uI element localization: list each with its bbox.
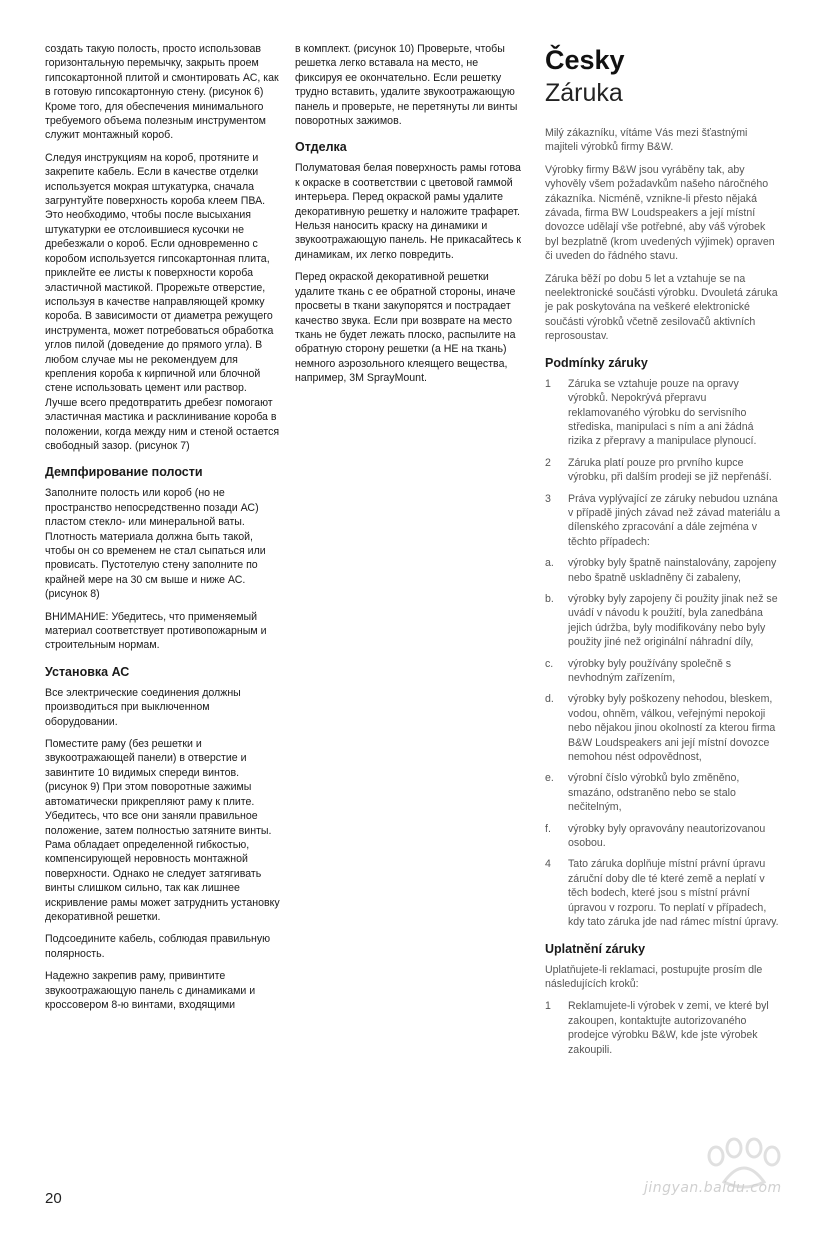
list-item-label: c. [545,657,554,670]
section-heading-install: Установка АС [45,664,130,679]
paragraph: Výrobky firmy B&W jsou vyráběny tak, aby vyhověly všem požadavkům našeho náročného zákazníka. Nicméně, vznikne-li přesto nějaká závada, firma BW Loudspeakers a její místní dovozce udělají vše potřebné, aby váš výrobek byl bezplatně (krom uvedených výjimek) opraven či uveden do řádného stavu. [545,163,775,263]
list-item-label: a. [545,557,554,570]
paragraph: Полуматовая белая поверхность рамы готова к окраске в соответствии с цветовой гаммой интерьера. Перед окраской рамы удалите декоративную решетку и наложите трафарет. Нельзя наносить краску на динамики и звукоотражающую панель. Не прикасайтесь к динамикам, их легко повредить. [295,162,521,261]
list-item-label: b. [545,592,554,605]
list-item-text: Záruka se vztahuje pouze na opravy výrobků. Nepokrývá přepravu reklamovaného výrobku do servisního střediska, manipulaci s ním a ani žádná rizika z přepravy a manipulace plynoucí. [568,377,757,448]
page-number: 20 [45,1190,62,1207]
list-item-label: 1 [545,1000,551,1013]
column-right [545,42,781,1064]
section-heading-finish: Отделка [295,140,347,155]
list-item [545,592,781,650]
section-heading-conditions: Podmínky záruky [545,355,648,370]
paragraph: Milý zákazníku, vítáme Vás mezi šťastnými majiteli výrobků firmy B&W. [545,127,748,154]
list-item [545,377,781,449]
list-item-text: Práva vyplývající ze záruky nebudou uznána v případě jiných závad než závad materiálu a dílenského zpracování a dále zejména v těchto případech: [568,492,780,548]
list-item [545,999,781,1057]
paragraph: создать такую полость, просто использовав горизонтальную перемычку, закрыть проем гипсокартонной плитой и смонтировать АС, как в готовую гипсокартонную стену. (рисунок 6) Кроме того, для обеспечения минимального требуемого объема полезным инструментом служит монтажный короб. [45,43,279,142]
list-item [545,456,781,485]
paragraph: Uplatňujete-li reklamaci, postupujte prosím dle následujících kroků: [545,963,763,990]
list-item-text: výrobky byly používány společně s nevhodným zařízením, [568,657,732,684]
list-item-text: výrobní číslo výrobků bylo změněno, smazáno, odstraněno nebo se stalo nečitelným, [568,772,740,814]
list-item [545,556,781,585]
list-item-label: 4 [545,858,551,871]
column-middle [295,42,527,394]
paragraph: Надежно закрепив раму, привинтите звукоотражающую панель с динамиками и кроссовером 8-ю винтами, входящими [45,970,256,1011]
section-heading-damping: Демпфирование полости [45,465,203,480]
warning-paragraph: ВНИМАНИЕ: Убедитесь, что применяемый материал соответствует противопожарным и строительным нормам. [45,610,267,652]
list-item-label: 2 [545,456,551,469]
list-item [545,692,781,764]
paragraph: Следуя инструкциям на короб, протяните и закрепите кабель. Если в качестве отделки используется мокрая штукатурка, сначала загрунтуйте поверхность короба клеем ПВА. Это необходимо, чтобы после высыхания штукатурки ее отслоившиеся кусочки не дребезжали о короб. Если одновременно с коробом используется гипсокартонная плита, приклейте ее листы к поверхности короба эластичной мастикой. Прорежьте отверстие, используя в качестве направляющей кромку короба. В зависимости от диаметра режущего инструмента, может потребоваться обработка углов пилой (доведение до прямого угла). В любом случае мы не рекомендуем для крепления короба к кирпичной или блочной стене использовать цемент или раствор. Лучше всего предотвратить дребезг помогают эластичная мастика и расклинивание короба в положении, когда между ним и стеной остается свободный зазор. (рисунок 7) [45,151,280,452]
list-item [545,657,781,686]
list-item-label: 3 [545,492,551,505]
paragraph: в комплект. (рисунок 10) Проверьте, чтобы решетка легко вставала на место, не фиксируя ее окончательно. Если решетку трудно вставить, удалите звукоотражающую панель и проверьте, не перетянуты ли винты поворотных зажимов. [295,43,518,128]
document-title: Záruka [545,79,623,107]
paragraph: Все электрические соединения должны производиться при выключенном оборудовании. [45,686,241,728]
list-item-label: f. [545,822,551,835]
list-item [545,857,781,929]
paragraph: Поместите раму (без решетки и звукоотражающей панели) в отверстие и завинтите 10 видимых спереди винтов. (рисунок 9) При этом поворотные зажимы автоматически прикрепляют раму к плите. Убедитесь, что все они заняли правильное положение, затем полностью затяните винты. Рама обладает определенной гибкостью, компенсирующей неровность монтажной поверхности. Однако не следует затягивать винты слишком сильно, так как лишнее искривление рамы может затруднить установку декоративной решетки. [45,738,280,923]
watermark-text: jingyan.baidu.com [644,1180,782,1196]
paragraph: Перед окраской декоративной решетки удалите ткань с ее обратной стороны, иначе просветы в ткани закупорятся и пострадает качество звука. Если при возврате на место ткань не будет лежать плоско, распылите на обратную сторону решетки (а НЕ на ткань) немного аэрозольного клеящего вещества, например, 3M SprayMount. [295,271,516,385]
list-item-text: Reklamujete-li výrobek v zemi, ve které byl zakoupen, kontaktujte autorizovaného prodejce výrobku B&W, kde jste výrobek zakoupili. [568,1000,769,1056]
list-item-text: výrobky byly opravovány neautorizovanou osobou. [568,822,766,850]
claims-list [545,999,781,1057]
language-title: Česky [545,45,625,75]
column-left [45,42,281,1020]
section-heading-claims: Uplatnění záruky [545,941,646,956]
list-item [545,822,781,851]
list-item-text: Tato záruka doplňuje místní právní úpravu záruční doby dle té které země a neplatí v těch bodech, které jsou s místní právní úpravou v rozporu. To neplatí v případech, kdy tato záruka jde nad rámec místní úpravy. [568,858,779,929]
list-item-text: výrobky byly zapojeny či použity jinak než se uvádí v návodu k použití, byla zanedbána jejich údržba, byly modifikovány nebo byly použity jiné než originální náhradní díly, [568,592,778,649]
paragraph: Záruka běží po dobu 5 let a vztahuje se na neelektronické součásti výrobku. Dvouletá záruka je pak poskytována na veškeré elektronické součásti výrobků včetně zesilovačů aktivních reprosoustav. [545,272,778,343]
list-item [545,771,781,814]
conditions-list [545,377,781,930]
list-item-label: d. [545,693,554,706]
list-item-label: 1 [545,377,551,390]
list-item-text: Záruka platí pouze pro prvního kupce výrobku, při dalším prodeji se již nepřenáší. [568,456,772,484]
list-item-label: e. [545,772,554,785]
list-item-text: výrobky byly špatně nainstalovány, zapojeny nebo špatně uskladněny či zabaleny, [568,557,777,584]
paragraph: Подсоедините кабель, соблюдая правильную полярность. [45,933,271,960]
paragraph: Заполните полость или короб (но не пространство непосредственно позади АС) пластом стекло- или минеральной ваты. Плотность материала должна быть такой, чтобы он со временем не стал сыпаться или провисать. Пустотелую стену заполните по крайней мере на 30 см выше и ниже АС. (рисунок 8) [45,487,266,601]
list-item [545,492,781,550]
list-item-text: výrobky byly poškozeny nehodou, bleskem, vodou, ohněm, válkou, veřejnými nepokoji nebo nějakou jinou okolností za kterou firma B&W Loudspeakers ani její místní dovozce nemohou nést odpovědnost, [568,693,776,764]
